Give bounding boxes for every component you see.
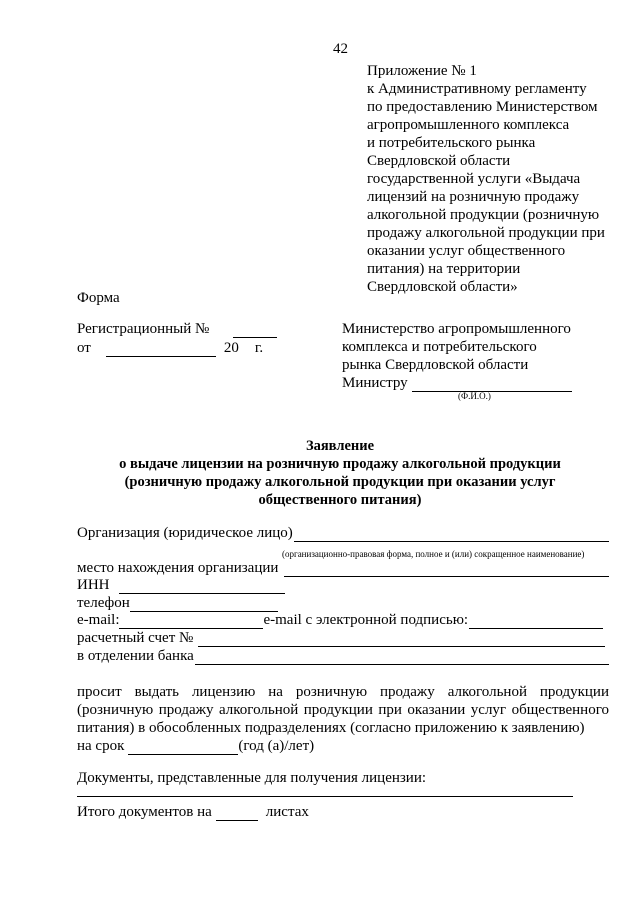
organization-input[interactable] [294, 527, 609, 542]
bank-row [77, 647, 609, 665]
document-title [60, 437, 620, 509]
addressee-block [342, 320, 571, 374]
appendix-line: питания) на территории [367, 261, 521, 277]
inn-label: ИНН [77, 577, 110, 593]
form-label: Форма [77, 290, 120, 306]
appendix-line: Приложение № 1 [367, 63, 477, 79]
organization-row [77, 524, 609, 542]
bank-label: в отделении банка [77, 648, 194, 664]
registration-date-row [77, 339, 337, 357]
appendix-line: оказании услуг общественного [367, 243, 566, 259]
documents-total-input[interactable] [216, 806, 258, 821]
appendix-line: агропромышленного комплекса [367, 117, 570, 133]
addressee-line: рынка Свердловской области [342, 357, 529, 373]
organization-label: Организация (юридическое лицо) [77, 525, 293, 541]
addressee-line: комплекса и потребительского [342, 339, 537, 355]
inn-row [77, 576, 337, 594]
appendix-line: лицензий на розничную продажу [367, 189, 580, 205]
registration-number-label: Регистрационный № [77, 321, 210, 337]
location-row [77, 559, 609, 577]
appendix-line: и потребительского рынка [367, 135, 536, 151]
account-label: расчетный счет № [77, 630, 194, 646]
email-signature-label: e-mail с электронной подписью: [263, 612, 469, 628]
title-line: (розничную продажу алкогольной продукции при оказании услуг [124, 474, 556, 490]
fio-hint: (Ф.И.О.) [458, 391, 491, 401]
documents-input[interactable] [77, 796, 573, 797]
email-input[interactable] [119, 614, 263, 629]
account-row [77, 629, 609, 647]
page-number: 42 [333, 41, 348, 57]
registration-number-row [77, 320, 287, 338]
term-input[interactable] [128, 740, 238, 755]
registration-date-input[interactable] [106, 342, 216, 357]
appendix-line: государственной услуги «Выдача [367, 171, 581, 187]
email-label: e-mail: [77, 612, 120, 628]
registration-year-suffix: г. [254, 340, 264, 356]
location-label: место нахождения организации [77, 560, 279, 576]
minister-name-input[interactable] [412, 377, 572, 392]
registration-year-prefix: 20 [223, 340, 239, 356]
term-suffix: (год (а)/лет) [238, 738, 315, 754]
email-row [77, 611, 609, 629]
appendix-line: Свердловской области» [367, 279, 518, 295]
organization-hint: (организационно-правовая форма, полное и (или) сокращенное наименование) [282, 549, 585, 559]
registration-date-label: от [77, 340, 91, 356]
inn-input[interactable] [119, 579, 285, 594]
title-line: общественного питания) [258, 492, 422, 508]
documents-total-prefix: Итого документов на [77, 804, 212, 820]
documents-label: Документы, представленные для получения лицензии: [77, 770, 427, 786]
minister-row [342, 374, 572, 392]
location-input[interactable] [284, 562, 609, 577]
term-label: на срок [77, 738, 125, 754]
registration-number-input[interactable] [233, 323, 277, 338]
phone-label: телефон [77, 595, 130, 611]
appendix-line: Свердловской области [367, 153, 511, 169]
term-row [77, 737, 337, 755]
minister-label: Министру [342, 375, 408, 391]
request-paragraph: просит выдать лицензию на розничную продажу алкогольной продукции (розничную продажу алкогольной продукции при оказании услуг общественного питания) в обособленных подразделениях (согласно приложению к заявлению) [77, 684, 609, 736]
appendix-block [367, 62, 605, 296]
documents-total-row [77, 803, 377, 821]
bank-input[interactable] [195, 650, 609, 665]
phone-row [77, 594, 337, 612]
appendix-line: алкогольной продукции (розничную [367, 207, 600, 223]
account-input[interactable] [198, 632, 605, 647]
documents-total-suffix: листах [265, 804, 309, 820]
appendix-line: по предоставлению Министерством [367, 99, 598, 115]
phone-input[interactable] [130, 597, 278, 612]
email-signature-input[interactable] [469, 614, 603, 629]
title-line: о выдаче лицензии на розничную продажу алкогольной продукции [119, 456, 561, 472]
title-line: Заявление [305, 438, 375, 454]
appendix-line: продажу алкогольной продукции при [367, 225, 605, 241]
appendix-line: к Административному регламенту [367, 81, 587, 97]
addressee-line: Министерство агропромышленного [342, 321, 571, 337]
